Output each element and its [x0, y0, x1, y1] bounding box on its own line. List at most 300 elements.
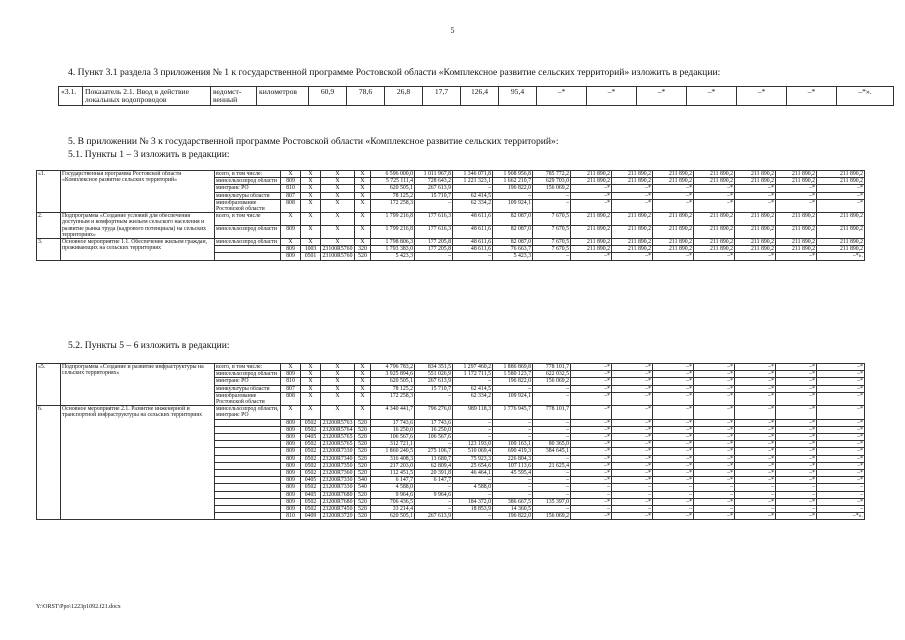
- table-cell: 6 147,7: [415, 477, 453, 484]
- table-cell: –: [493, 434, 533, 441]
- table-cell: –: [493, 385, 533, 392]
- table-cell: 6.: [37, 406, 61, 520]
- table-cell: 211 890,2: [612, 171, 653, 178]
- table-cell: 211 890,2: [571, 226, 612, 239]
- table-cell: –*: [735, 385, 776, 392]
- table-cell: –: [533, 470, 571, 477]
- table-cell: –*».: [817, 253, 865, 260]
- table-cell: 211 890,2: [776, 171, 817, 178]
- table-cell: 5 423,3: [371, 253, 415, 260]
- page-number: 5: [450, 26, 455, 35]
- table-cell: –: [415, 484, 453, 491]
- table-cell: 620 505,1: [371, 185, 415, 192]
- table-cell: –*: [612, 477, 653, 484]
- table-cell: Показатель 2.1. Ввод в действие локальных водопроводов: [83, 87, 211, 106]
- table-cell: 76 663,7: [493, 246, 533, 253]
- table-cell: 778 101,7: [533, 406, 571, 419]
- table-cell: –*: [776, 513, 817, 520]
- table-cell: –*: [694, 199, 735, 212]
- table-cell: «1.: [37, 171, 61, 213]
- table-cell: –*: [735, 419, 776, 426]
- table-cell: –*: [776, 371, 817, 378]
- table-cell: 1 221 323,1: [453, 178, 493, 185]
- table-row: [37, 406, 865, 419]
- table-cell: всего, в том числе:: [215, 364, 281, 371]
- table-cell: 0502: [301, 426, 321, 433]
- table-cell: –: [493, 484, 533, 491]
- table-cell: –*: [776, 406, 817, 419]
- table-cell: 0502: [301, 419, 321, 426]
- table-cell: [215, 419, 281, 426]
- table-cell: X: [301, 171, 321, 178]
- table-cell: –*: [776, 385, 817, 392]
- table-cell: –*: [653, 470, 694, 477]
- table-cell: 78 125,2: [371, 385, 415, 392]
- table-cell: X: [355, 378, 371, 385]
- table-cell: –*: [653, 199, 694, 212]
- table-cell: 809: [281, 441, 301, 448]
- table-cell: 810: [281, 513, 301, 520]
- table-cell: 785 772,2: [533, 171, 571, 178]
- table-cell: 1 799 216,8: [371, 213, 415, 226]
- table-cell: –*: [817, 498, 865, 505]
- table-cell: 1 580 123,7: [493, 371, 533, 378]
- table-cell: X: [321, 364, 355, 371]
- table-cell: –*: [694, 426, 735, 433]
- table-cell: –*: [776, 426, 817, 433]
- table-cell: –*: [776, 419, 817, 426]
- table-cell: 211 890,2: [817, 239, 865, 246]
- table-cell: 809: [281, 253, 301, 260]
- table-cell: –*: [612, 406, 653, 419]
- table-cell: –*: [817, 434, 865, 441]
- table-cell: –: [453, 434, 493, 441]
- table-cell: 23200R7680: [321, 491, 355, 498]
- table-cell: 211 890,2: [817, 213, 865, 226]
- table-row: [37, 239, 865, 246]
- table-cell: 17 743,6: [415, 419, 453, 426]
- table-cell: 809: [281, 426, 301, 433]
- table-cell: –: [453, 513, 493, 520]
- table-cell: –: [493, 426, 533, 433]
- table-cell: –*: [653, 185, 694, 192]
- table-cell: 211 890,2: [694, 171, 735, 178]
- table-cell: –*: [694, 419, 735, 426]
- table-cell: –*: [612, 185, 653, 192]
- funding-table-items-1-3: [36, 170, 865, 261]
- table-cell: 6 147,7: [371, 477, 415, 484]
- table-cell: –*: [817, 199, 865, 212]
- table-cell: –*: [612, 192, 653, 199]
- table-cell: 320: [355, 246, 371, 253]
- table-cell: –: [776, 506, 817, 513]
- table-cell: 629 703,0: [533, 178, 571, 185]
- table-cell: X: [301, 406, 321, 419]
- table-cell: 211 890,2: [653, 213, 694, 226]
- table-cell: –: [453, 185, 493, 192]
- table-cell: 126,4: [461, 87, 499, 106]
- table-cell: 807: [281, 192, 301, 199]
- table-cell: 211 890,2: [653, 246, 694, 253]
- table-cell: X: [355, 239, 371, 246]
- table-cell: X: [355, 178, 371, 185]
- table-cell: –*: [653, 192, 694, 199]
- table-cell: –*: [587, 87, 637, 106]
- table-cell: 211 890,2: [612, 178, 653, 185]
- table-cell: –*: [571, 378, 612, 385]
- table-cell: 0502: [301, 484, 321, 491]
- table-cell: –*: [735, 434, 776, 441]
- table-cell: –: [735, 491, 776, 498]
- table-cell: –: [653, 506, 694, 513]
- table-cell: 1 886 869,8: [493, 364, 533, 371]
- table-cell: –*: [571, 199, 612, 212]
- table-cell: 0502: [301, 470, 321, 477]
- table-cell: 23200R7330: [321, 484, 355, 491]
- table-cell: 211 890,2: [735, 226, 776, 239]
- table-cell: –*: [612, 455, 653, 462]
- table-cell: –: [415, 498, 453, 505]
- table-cell: X: [321, 371, 355, 378]
- table-cell: –*: [776, 199, 817, 212]
- table-cell: X: [301, 213, 321, 226]
- table-cell: –: [571, 484, 612, 491]
- table-cell: 3.: [37, 239, 61, 261]
- table-cell: –*: [694, 513, 735, 520]
- table-cell: –: [533, 199, 571, 212]
- table-cell: 211 890,2: [653, 226, 694, 239]
- table-cell: минсельхозпрод области: [215, 178, 281, 185]
- table-cell: 17,7: [423, 87, 461, 106]
- table-cell: –*: [735, 448, 776, 455]
- table-cell: 16 250,0: [371, 426, 415, 433]
- table-cell: 4 588,0: [453, 484, 493, 491]
- table-cell: 177 205,8: [415, 246, 453, 253]
- table-cell: 520: [355, 448, 371, 455]
- table-cell: –*: [571, 434, 612, 441]
- table-cell: 0409: [301, 513, 321, 520]
- table-cell: –: [533, 426, 571, 433]
- table-cell: 23200R7340: [321, 455, 355, 462]
- table-cell: 62 334,2: [453, 392, 493, 405]
- table-cell: 211 890,2: [817, 178, 865, 185]
- table-cell: X: [281, 364, 301, 371]
- table-cell: –*: [817, 448, 865, 455]
- table-cell: 5 423,3: [493, 253, 533, 260]
- table-cell: –*: [817, 419, 865, 426]
- table-cell: –*: [735, 498, 776, 505]
- table-cell: 5 725 111,4: [371, 178, 415, 185]
- table-cell: 316 408,3: [371, 455, 415, 462]
- table-cell: 211 890,2: [735, 171, 776, 178]
- table-cell: –: [453, 426, 493, 433]
- table-cell: –*: [776, 378, 817, 385]
- table-cell: 1 793 383,0: [371, 246, 415, 253]
- table-cell: –*: [776, 253, 817, 260]
- table-cell: минкультуры области: [215, 192, 281, 199]
- table-cell: –*: [612, 419, 653, 426]
- table-cell: X: [355, 371, 371, 378]
- table-cell: 211 890,2: [653, 178, 694, 185]
- table-cell: [215, 455, 281, 462]
- table-cell: –*: [694, 477, 735, 484]
- table-cell: [215, 491, 281, 498]
- table-cell: –: [612, 491, 653, 498]
- table-cell: 109 924,1: [493, 392, 533, 405]
- table-cell: –*: [687, 87, 737, 106]
- table-cell: –*: [612, 470, 653, 477]
- table-cell: –*».: [817, 513, 865, 520]
- table-cell: –*: [694, 392, 735, 405]
- table-cell: 16 250,0: [415, 426, 453, 433]
- table-cell: 156 069,2: [533, 513, 571, 520]
- table-cell: 809: [281, 434, 301, 441]
- table-cell: 809: [281, 455, 301, 462]
- table-cell: –*: [776, 448, 817, 455]
- table-cell: X: [321, 378, 355, 385]
- table-cell: –*: [735, 378, 776, 385]
- table-cell: –*: [571, 498, 612, 505]
- table-cell: 0502: [301, 462, 321, 469]
- table-cell: X: [301, 226, 321, 239]
- table-cell: –: [533, 484, 571, 491]
- table-cell: X: [301, 199, 321, 212]
- table-cell: –*: [694, 385, 735, 392]
- table-cell: «5.: [37, 364, 61, 406]
- table-cell: 106 567,6: [415, 434, 453, 441]
- table-cell: X: [321, 239, 355, 246]
- table-cell: –*: [817, 462, 865, 469]
- table-cell: 196 822,0: [493, 378, 533, 385]
- table-cell: –*: [817, 385, 865, 392]
- table-cell: 184 372,0: [453, 498, 493, 505]
- table-cell: 809: [281, 498, 301, 505]
- table-cell: –*: [653, 455, 694, 462]
- table-cell: –*: [571, 455, 612, 462]
- table-cell: –: [694, 491, 735, 498]
- table-cell: 80 365,0: [533, 441, 571, 448]
- table-cell: минкультуры области: [215, 385, 281, 392]
- table-cell: –: [653, 484, 694, 491]
- table-cell: минобразование Ростовской области: [215, 199, 281, 212]
- table-cell: 62 809,4: [415, 462, 453, 469]
- table-cell: –*: [694, 441, 735, 448]
- table-cell: –: [571, 491, 612, 498]
- table-cell: –*: [612, 253, 653, 260]
- table-cell: –*: [653, 426, 694, 433]
- table-cell: –: [453, 378, 493, 385]
- table-cell: X: [321, 199, 355, 212]
- table-cell: –: [533, 455, 571, 462]
- table-cell: –*: [612, 385, 653, 392]
- table-cell: –*: [694, 371, 735, 378]
- table-cell: 622 032,5: [533, 371, 571, 378]
- table-cell: –: [533, 385, 571, 392]
- table-cell: –: [493, 477, 533, 484]
- table-cell: [215, 513, 281, 520]
- table-cell: минсельхозпрод области: [215, 371, 281, 378]
- table-cell: –*: [653, 513, 694, 520]
- table-cell: [215, 506, 281, 513]
- table-cell: –*: [612, 364, 653, 371]
- table-cell: –*: [571, 392, 612, 405]
- table-cell: –*: [817, 185, 865, 192]
- table-cell: 620 505,1: [371, 513, 415, 520]
- table-row: [37, 213, 865, 226]
- table-cell: X: [321, 226, 355, 239]
- table-cell: 109 163,1: [493, 441, 533, 448]
- table-cell: –*: [735, 364, 776, 371]
- table-cell: 0502: [301, 498, 321, 505]
- table-cell: X: [355, 406, 371, 419]
- table-cell: 82 087,0: [493, 213, 533, 226]
- table-cell: 211 890,2: [776, 226, 817, 239]
- table-cell: 1 776 945,7: [493, 406, 533, 419]
- table-cell: 1 662 210,7: [493, 178, 533, 185]
- table-cell: –*: [612, 426, 653, 433]
- table-row: [37, 171, 865, 178]
- table-cell: 211 890,2: [735, 239, 776, 246]
- table-cell: 0501: [301, 253, 321, 260]
- table-cell: –*: [653, 419, 694, 426]
- table-cell: 112 451,5: [371, 470, 415, 477]
- table-cell: –*: [776, 470, 817, 477]
- table-cell: –: [533, 434, 571, 441]
- table-cell: –*: [817, 392, 865, 405]
- table-cell: –*: [776, 185, 817, 192]
- table-cell: минтранс РО: [215, 378, 281, 385]
- table-cell: 211 890,2: [653, 171, 694, 178]
- table-cell: 33 214,4: [371, 506, 415, 513]
- table-cell: –: [533, 506, 571, 513]
- table-cell: –*: [653, 371, 694, 378]
- table-cell: [215, 470, 281, 477]
- table-cell: 4 588,0: [371, 484, 415, 491]
- table-cell: –*: [776, 498, 817, 505]
- table-cell: 386 667,5: [493, 498, 533, 505]
- table-cell: 540: [355, 484, 371, 491]
- table-cell: –*: [817, 364, 865, 371]
- table-cell: –*: [787, 87, 837, 106]
- table-cell: –: [415, 199, 453, 212]
- table-cell: 156 069,2: [533, 185, 571, 192]
- table-cell: –*: [612, 392, 653, 405]
- table-cell: 2.: [37, 213, 61, 239]
- table-cell: –: [533, 477, 571, 484]
- table-cell: 520: [355, 426, 371, 433]
- table-cell: 23200R7330: [321, 448, 355, 455]
- table-cell: 211 890,2: [776, 239, 817, 246]
- table-cell: 211 890,2: [612, 239, 653, 246]
- table-cell: 82 087,0: [493, 239, 533, 246]
- table-cell: –*: [571, 364, 612, 371]
- table-cell: –*: [571, 419, 612, 426]
- table-cell: X: [321, 385, 355, 392]
- table-cell: –*: [735, 253, 776, 260]
- table-cell: 1 798 806,3: [371, 239, 415, 246]
- table-cell: –*: [817, 441, 865, 448]
- table-cell: 1 346 071,8: [453, 171, 493, 178]
- table-cell: 540: [355, 477, 371, 484]
- table-cell: –*: [817, 406, 865, 419]
- table-cell: 62 334,2: [453, 199, 493, 212]
- table-cell: –*: [735, 470, 776, 477]
- table-cell: 211 890,2: [735, 213, 776, 226]
- table-cell: 0405: [301, 434, 321, 441]
- table-cell: 15 710,7: [415, 385, 453, 392]
- table-cell: –*: [735, 192, 776, 199]
- table-cell: –*: [612, 371, 653, 378]
- table-cell: –*: [817, 371, 865, 378]
- table-cell: 1003: [301, 246, 321, 253]
- table-cell: –*: [571, 513, 612, 520]
- table-cell: 135 397,0: [533, 498, 571, 505]
- table-cell: X: [355, 392, 371, 405]
- table-cell: 211 890,2: [571, 171, 612, 178]
- table-cell: –*: [653, 253, 694, 260]
- table-cell: 620 505,1: [371, 378, 415, 385]
- table-cell: –*: [735, 462, 776, 469]
- table-cell: 62 414,5: [453, 385, 493, 392]
- table-cell: –*: [735, 426, 776, 433]
- table-cell: –: [415, 441, 453, 448]
- table-cell: 0502: [301, 506, 321, 513]
- table-cell: 23100R5760: [321, 253, 355, 260]
- table-cell: «3.1.: [59, 87, 83, 106]
- table-cell: –*: [735, 477, 776, 484]
- table-cell: X: [355, 385, 371, 392]
- heading-item-4: 4. Пункт 3.1 раздела 3 приложения № 1 к государственной программе Ростовской области «Комплексное развитие сельских территорий» изложить в редакции:: [68, 67, 721, 78]
- table-cell: 809: [281, 506, 301, 513]
- table-cell: –*: [571, 470, 612, 477]
- table-cell: X: [355, 192, 371, 199]
- table-cell: 48 611,6: [453, 213, 493, 226]
- table-cell: 520: [355, 441, 371, 448]
- table-cell: –*: [735, 392, 776, 405]
- table-cell: 211 890,2: [694, 246, 735, 253]
- table-cell: 211 890,2: [571, 178, 612, 185]
- table-cell: 211 890,2: [612, 246, 653, 253]
- table-cell: –: [453, 491, 493, 498]
- table-cell: 78 125,2: [371, 192, 415, 199]
- table-cell: 9 964,6: [415, 491, 453, 498]
- table-cell: –*: [612, 448, 653, 455]
- table-cell: минобразование Ростовской области: [215, 392, 281, 405]
- table-cell: 211 890,2: [776, 246, 817, 253]
- table-cell: 21 625,4: [533, 462, 571, 469]
- table-cell: 23100R5760: [321, 246, 355, 253]
- table-cell: –*: [571, 406, 612, 419]
- table-cell: 226 804,3: [493, 455, 533, 462]
- table-cell: –*: [735, 371, 776, 378]
- table-cell: 23200R7360: [321, 470, 355, 477]
- table-cell: 177 616,3: [415, 213, 453, 226]
- table-cell: 809: [281, 470, 301, 477]
- table-cell: –*: [612, 434, 653, 441]
- table-cell: X: [301, 239, 321, 246]
- table-cell: X: [355, 171, 371, 178]
- table-cell: 20 391,8: [415, 470, 453, 477]
- table-cell: 211 890,2: [694, 213, 735, 226]
- table-cell: –*: [735, 185, 776, 192]
- table-cell: 808: [281, 199, 301, 212]
- table-cell: –*: [612, 513, 653, 520]
- table-cell: 211 890,2: [694, 239, 735, 246]
- table-cell: 18 853,9: [453, 506, 493, 513]
- table-cell: –: [453, 419, 493, 426]
- table-cell: X: [321, 185, 355, 192]
- file-path-footer: Y:\ORST\Ppo\1223p1092.f21.docx: [36, 604, 121, 610]
